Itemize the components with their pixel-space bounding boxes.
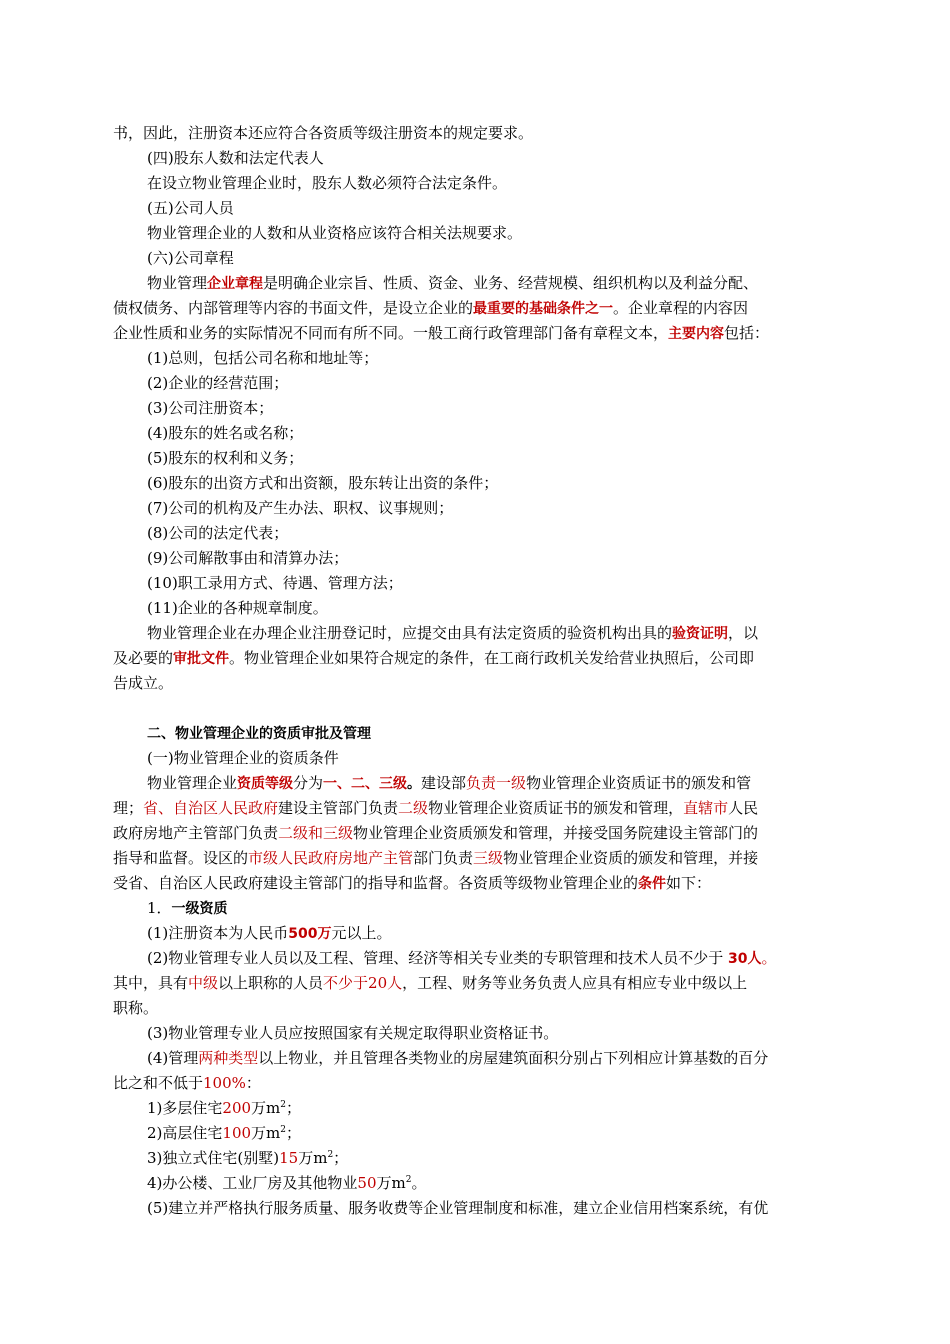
text-segment: 职称。 xyxy=(113,999,159,1017)
text-segment: 建设部 xyxy=(421,774,467,792)
text-line xyxy=(113,1171,839,1196)
document-page xyxy=(113,121,839,1221)
text-segment: (11)企业的各种规章制度。 xyxy=(147,599,328,617)
text-segment: 以上物业，并且管理各类物业的房屋建筑面积分别占下列相应计算基数的百分 xyxy=(258,1049,769,1067)
text-segment: (2)企业的经营范围； xyxy=(147,374,289,392)
highlighted-text: 50 xyxy=(357,1174,377,1192)
text-segment: 物业管理 xyxy=(147,274,208,292)
highlighted-text: 条件 xyxy=(638,876,667,892)
text-segment: 书，因此，注册资本还应符合各资质等级注册资本的规定要求。 xyxy=(113,124,534,142)
text-line xyxy=(113,546,839,571)
highlighted-text: 资质等级 xyxy=(237,776,294,792)
text-line xyxy=(113,921,839,946)
text-segment: 是明确企业宗旨、性质、资金、业务、经营规模、组织机构以及利益分配、 xyxy=(263,274,759,292)
text-segment: 物业管理企业资质的颁发和管理，并接 xyxy=(503,849,759,867)
text-line xyxy=(113,646,839,671)
text-segment: (5)股东的权利和义务； xyxy=(147,449,304,467)
text-line xyxy=(113,1121,839,1146)
highlighted-text: 。 xyxy=(761,949,777,967)
text-segment: ，工程、财务等业务负责人应具有相应专业中级以上 xyxy=(402,974,748,992)
text-segment: (7)公司的机构及产生办法、职权、议事规则； xyxy=(147,499,454,517)
text-segment: 及必要的 xyxy=(113,649,174,667)
text-line xyxy=(113,146,839,171)
text-line xyxy=(113,671,839,696)
superscript: 2 xyxy=(405,1175,412,1185)
highlighted-text: 。 xyxy=(407,776,422,792)
text-line xyxy=(113,421,839,446)
text-segment: (10)职工录用方式、待遇、管理方法； xyxy=(147,574,403,592)
text-segment: 2)高层住宅 xyxy=(147,1124,223,1142)
text-segment: (四)股东人数和法定代表人 xyxy=(147,149,324,167)
highlighted-text: 三级 xyxy=(473,849,504,867)
text-line xyxy=(113,396,839,421)
text-segment: 物业管理企业的人数和从业资格应该符合相关法规要求。 xyxy=(147,224,523,242)
highlighted-text: 100 xyxy=(222,1124,252,1142)
text-line xyxy=(113,521,839,546)
text-line xyxy=(113,821,839,846)
text-line xyxy=(113,171,839,196)
highlighted-text: 100% xyxy=(203,1074,246,1092)
text-segment: 物业管理企业在办理企业注册登记时，应提交由具有法定资质的验资机构出具的 xyxy=(147,624,673,642)
text-segment: (3)物业管理专业人员应按照国家有关规定取得职业资格证书。 xyxy=(147,1024,559,1042)
text-line xyxy=(113,946,839,971)
text-line xyxy=(113,621,839,646)
text-line xyxy=(113,771,839,796)
blank-line xyxy=(113,696,839,721)
text-line xyxy=(113,121,839,146)
text-segment: 如下： xyxy=(666,874,712,892)
text-line xyxy=(113,846,839,871)
text-segment: ； xyxy=(286,1099,302,1117)
highlighted-text: 二、物业管理企业的资质审批及管理 xyxy=(147,726,371,742)
text-segment: 债权债务、内部管理等内容的书面文件，是设立企业的 xyxy=(113,299,474,317)
text-segment: ，以 xyxy=(728,624,759,642)
superscript: 2 xyxy=(280,1125,287,1135)
text-line xyxy=(113,371,839,396)
text-segment: 。企业章程的内容因 xyxy=(613,299,749,317)
text-segment: 人民 xyxy=(728,799,759,817)
highlighted-text: 一、二、三级 xyxy=(323,776,408,792)
text-segment: 理； xyxy=(113,799,144,817)
text-line xyxy=(113,896,839,921)
text-line xyxy=(113,446,839,471)
text-line xyxy=(113,996,839,1021)
text-segment: 。 xyxy=(411,1174,427,1192)
highlighted-text: 二级 xyxy=(398,799,429,817)
text-line xyxy=(113,271,839,296)
highlighted-text: 二级和三级 xyxy=(278,824,354,842)
text-line xyxy=(113,596,839,621)
text-line xyxy=(113,1196,839,1221)
text-line xyxy=(113,871,839,896)
text-segment: 指导和监督。设区的 xyxy=(113,849,249,867)
text-segment: 比之和不低于 xyxy=(113,1074,204,1092)
text-segment: 3)独立式住宅(别墅) xyxy=(147,1149,280,1167)
text-line xyxy=(113,471,839,496)
highlighted-text: 最重要的基础条件之一 xyxy=(473,301,614,317)
text-segment: 4)办公楼、工业厂房及其他物业 xyxy=(147,1174,358,1192)
highlighted-text: 企业章程 xyxy=(207,276,264,292)
highlighted-text: 负责一级 xyxy=(466,774,527,792)
text-segment: (8)公司的法定代表； xyxy=(147,524,289,542)
text-line xyxy=(113,346,839,371)
text-segment: 物业管理企业资质证书的颁发和管 xyxy=(526,774,752,792)
superscript: 2 xyxy=(327,1150,334,1160)
text-line xyxy=(113,196,839,221)
text-line xyxy=(113,221,839,246)
highlighted-text: 中级 xyxy=(188,974,219,992)
text-segment: (5)建立并严格执行服务质量、服务收费等企业管理制度和标准，建立企业信用档案系统，有优 xyxy=(147,1199,769,1217)
text-segment: ； xyxy=(286,1124,302,1142)
highlighted-text: 验资证明 xyxy=(672,626,729,642)
highlighted-text: 30人 xyxy=(728,951,762,967)
text-segment: 物业管理企业资质证书的颁发和管理， xyxy=(428,799,684,817)
text-segment: (1)总则，包括公司名称和地址等； xyxy=(147,349,379,367)
text-line xyxy=(113,1021,839,1046)
text-segment: 包括： xyxy=(724,324,770,342)
text-segment: 物业管理企业资质颁发和管理，并接受国务院建设主管部门的 xyxy=(353,824,759,842)
text-line xyxy=(113,246,839,271)
highlighted-text: 15 xyxy=(279,1149,299,1167)
highlighted-text: 省、自治区人民政府 xyxy=(143,799,279,817)
highlighted-text: 主要内容 xyxy=(668,326,725,342)
text-segment: 以上职称的人员 xyxy=(218,974,324,992)
text-segment: ： xyxy=(245,1074,261,1092)
text-segment: 告成立。 xyxy=(113,674,174,692)
text-line xyxy=(113,746,839,771)
text-segment: (4)股东的姓名或名称； xyxy=(147,424,304,442)
text-segment: (9)公司解散事由和清算办法； xyxy=(147,549,349,567)
text-line xyxy=(113,321,839,346)
text-segment: 1． xyxy=(147,899,172,917)
text-segment: 万m xyxy=(251,1124,281,1142)
text-segment: 其中，具有 xyxy=(113,974,189,992)
text-line xyxy=(113,721,839,746)
text-line xyxy=(113,971,839,996)
text-segment: 分为 xyxy=(293,774,324,792)
text-segment: 部门负责 xyxy=(413,849,474,867)
text-segment: 万m xyxy=(376,1174,406,1192)
text-line xyxy=(113,496,839,521)
highlighted-text: 市级人民政府房地产主管 xyxy=(248,849,414,867)
highlighted-text: 不少于20人 xyxy=(323,974,403,992)
text-segment: 万m xyxy=(251,1099,281,1117)
text-segment: (六)公司章程 xyxy=(147,249,234,267)
text-segment: (4)管理 xyxy=(147,1049,199,1067)
text-segment: 企业性质和业务的实际情况不同而有所不同。一般工商行政管理部门备有章程文本， xyxy=(113,324,669,342)
text-segment: (1)注册资本为人民币 xyxy=(147,924,289,942)
superscript: 2 xyxy=(280,1100,287,1110)
text-segment: 万m xyxy=(298,1149,328,1167)
text-segment: (3)公司注册资本； xyxy=(147,399,274,417)
text-segment: 物业管理企业 xyxy=(147,774,238,792)
text-segment: (一)物业管理企业的资质条件 xyxy=(147,749,339,767)
text-segment: 在设立物业管理企业时，股东人数必须符合法定条件。 xyxy=(147,174,508,192)
text-segment: (五)公司人员 xyxy=(147,199,234,217)
text-line xyxy=(113,571,839,596)
text-segment: (6)股东的出资方式和出资额，股东转让出资的条件； xyxy=(147,474,499,492)
highlighted-text: 两种类型 xyxy=(198,1049,259,1067)
highlighted-text: 500万 xyxy=(288,926,332,942)
text-segment: 。物业管理企业如果符合规定的条件，在工商行政机关发给营业执照后，公司即 xyxy=(229,649,755,667)
highlighted-text: 审批文件 xyxy=(173,651,230,667)
text-segment: 政府房地产主管部门负责 xyxy=(113,824,279,842)
text-line xyxy=(113,1146,839,1171)
text-segment: ； xyxy=(333,1149,349,1167)
text-line xyxy=(113,796,839,821)
text-line xyxy=(113,1071,839,1096)
text-segment: 1)多层住宅 xyxy=(147,1099,223,1117)
text-segment: 受省、自治区人民政府建设主管部门的指导和监督。各资质等级物业管理企业的 xyxy=(113,874,639,892)
highlighted-text: 直辖市 xyxy=(683,799,729,817)
text-line xyxy=(113,296,839,321)
text-line xyxy=(113,1096,839,1121)
text-segment: 建设主管部门负责 xyxy=(278,799,399,817)
text-line xyxy=(113,1046,839,1071)
text-segment: (2)物业管理专业人员以及工程、管理、经济等相关专业类的专职管理和技术人员不少于 xyxy=(147,949,729,967)
highlighted-text: 一级资质 xyxy=(171,901,228,917)
text-segment: 元以上。 xyxy=(331,924,392,942)
highlighted-text: 200 xyxy=(222,1099,252,1117)
